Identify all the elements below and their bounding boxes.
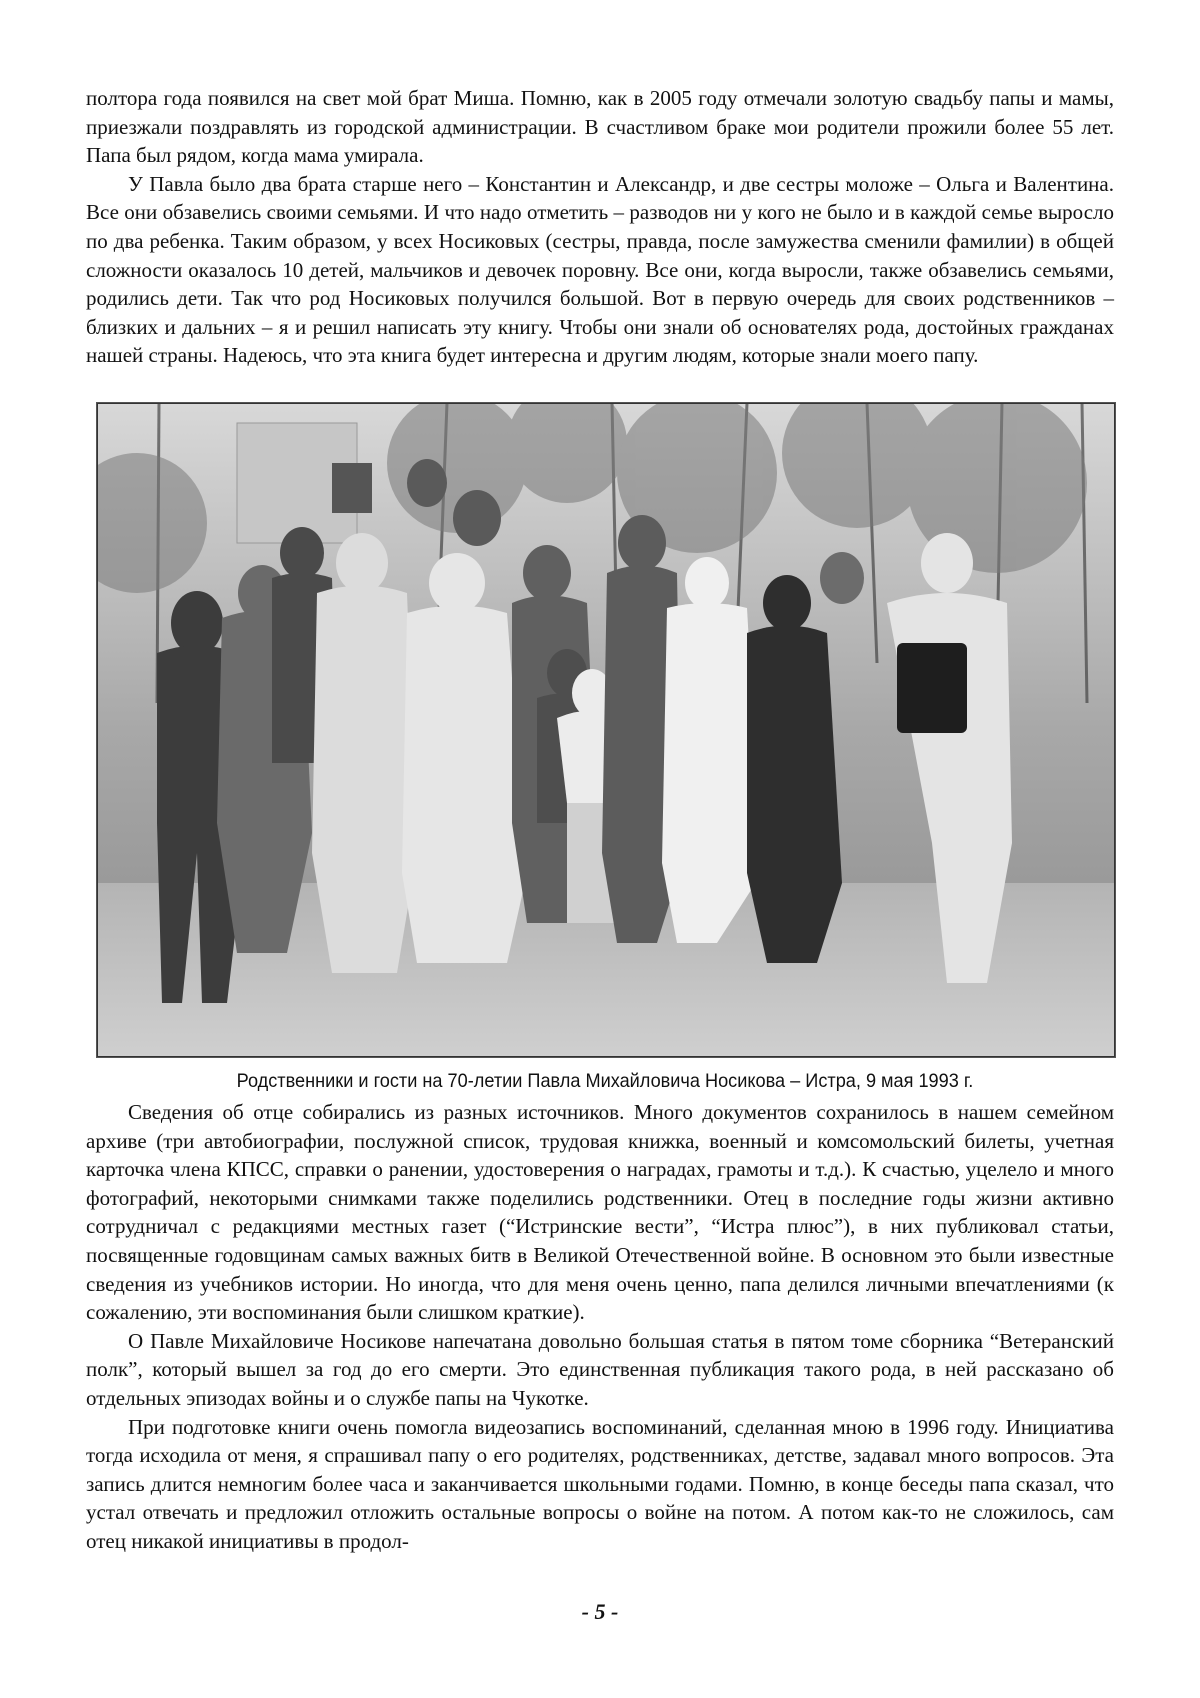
photo-caption: Родственники и гости на 70-летии Павла Михайловича Носикова – Истра, 9 мая 1993 г. xyxy=(236,1070,974,1092)
paragraph: О Павле Михайловиче Носикове напечатана довольно большая статья в пятом томе сборника “Ветеранский полк”, который вышел за год до его смерти. Это единственная публикация такого рода, в ней рассказано об отдельных эпизодах войны и о службе папы на Чукотке. xyxy=(86,1328,1114,1410)
paragraph: При подготовке книги очень помогла видеозапись воспоминаний, сделанная мною в 1996 году. Инициатива тогда исходила от меня, я спрашивал папу о его родителях, родственниках, детстве, задавал много вопросов. Эта запись длится немногим более часа и заканчивается школьными годами. Помню, в конце беседы папа сказал, что устал отвечать и предложил отложить остальные вопросы о войне на потом. А потом как-то не сложилось, сам отец никакой инициативы в продол- xyxy=(86,1414,1114,1553)
page-number: - 5 - xyxy=(581,1599,619,1624)
photo-illustration xyxy=(97,403,1115,1057)
paragraph: У Павла было два брата старше него – Константин и Александр, и две сестры моложе – Ольга и Валентина. Все они обзавелись своими семьями. И что надо отметить – разводов ни у кого не было и в каждой семье выросло по два ребенка. Таким образом, у всех Носиковых (сестры, правда, после замужества сменили фамилии) в общей сложности оказалось 10 детей, мальчиков и девочек поровну. Все они, когда выросли, также обзавелись семьями, родились дети. Так что род Носиковых получился большой. Вот в первую очередь для своих родственников – близких и дальних – я и решил написать эту книгу. Чтобы они знали об основателях рода, достойных гражданах нашей страны. Надеюсь, что эта книга будет интересна и другим людям, которые знали моего папу. xyxy=(86,171,1114,368)
paragraph: Сведения об отце собирались из разных источников. Много документов сохранилось в нашем семейном архиве (три автобиографии, послужной список, трудовая книжка, военный и комсомольский билеты, учетная карточка члена КПСС, справки о ранении, удостоверения о наградах, грамоты и т.д.). К счастью, уцелело и много фотографий, некоторыми снимками также поделились родственники. Отец в последние годы жизни активно сотрудничал с редакциями местных газет (“Истринские вести”, “Истра плюс”), в них публиковал статьи, посвященные годовщинам самых важных битв в Великой Отечественной войне. В основном это были известные сведения из учебников истории. Но иногда, что для меня очень ценно, папа делился личными впечатлениями (к сожалению, эти воспоминания были слишком краткие). xyxy=(86,1100,1114,1325)
bottom-text-block xyxy=(86,1098,1114,1556)
top-text-block xyxy=(86,84,1114,370)
family-group-photo xyxy=(96,402,1116,1058)
paragraph: полтора года появился на свет мой брат Миша. Помню, как в 2005 году отмечали золотую свадьбу папы и мамы, приезжали поздравлять из городской администрации. В счастливом браке мои родители прожили более 55 лет. Папа был рядом, когда мама умирала. xyxy=(86,86,1114,168)
